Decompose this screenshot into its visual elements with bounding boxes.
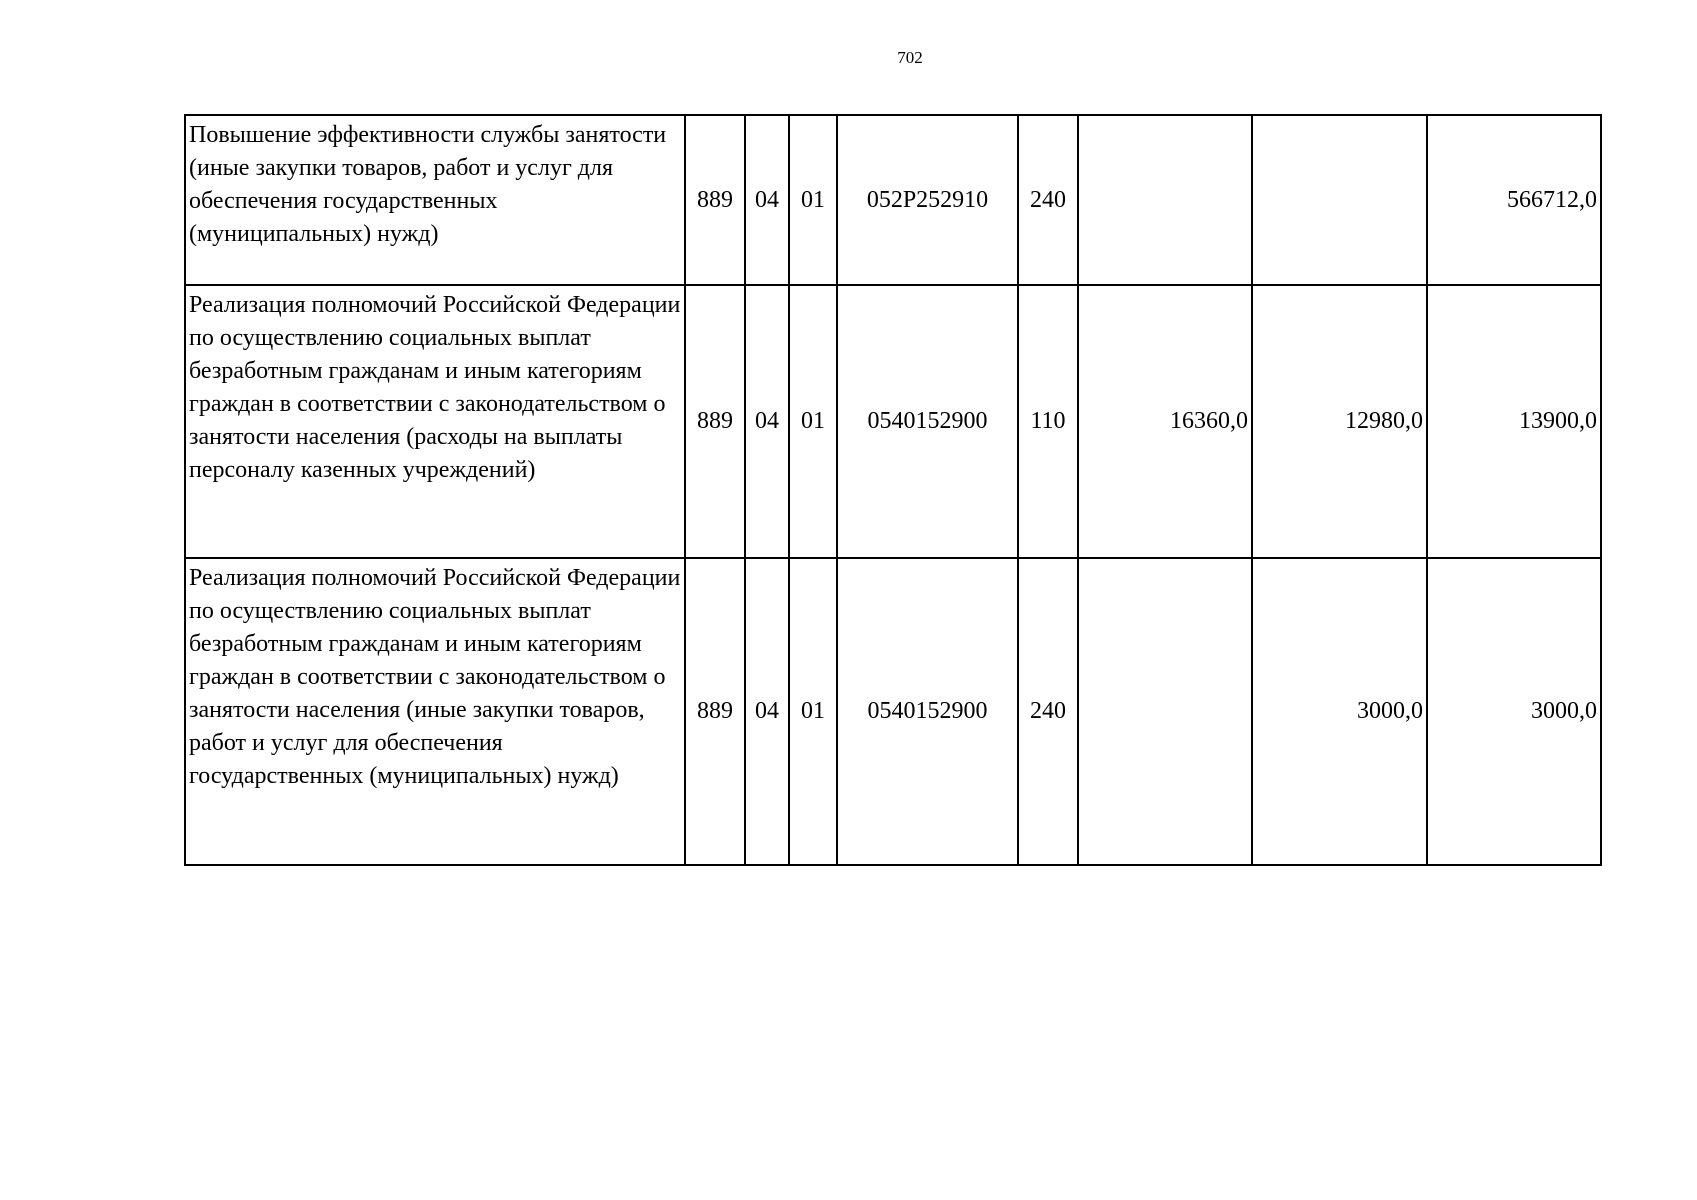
expense-type-code: 240 — [1018, 115, 1078, 285]
table-row — [185, 285, 1601, 558]
budget-table — [184, 114, 1602, 866]
section-code: 04 — [745, 285, 789, 558]
expense-type-code: 240 — [1018, 558, 1078, 865]
amount-2 — [1252, 115, 1427, 285]
subsection-code: 01 — [789, 115, 837, 285]
amount-2: 3000,0 — [1252, 558, 1427, 865]
subsection-code: 01 — [789, 285, 837, 558]
table-row — [185, 115, 1601, 285]
amount-3: 566712,0 — [1427, 115, 1601, 285]
amount-1 — [1078, 115, 1252, 285]
amount-1 — [1078, 558, 1252, 865]
section-code: 04 — [745, 558, 789, 865]
amount-3: 3000,0 — [1427, 558, 1601, 865]
target-article-code: 0540152900 — [837, 285, 1018, 558]
row-description: Реализация полномочий Российской Федерации по осуществлению социальных выплат безработным гражданам и иным категориям граждан в соответствии с законодательством о занятости населения (расходы на выплаты персоналу казенных учреждений) — [185, 285, 685, 558]
ministry-code: 889 — [685, 558, 745, 865]
row-description: Реализация полномочий Российской Федерации по осуществлению социальных выплат безработным гражданам и иным категориям граждан в соответствии с законодательством о занятости населения (иные закупки товаров, работ и услуг для обеспечения государственных (муниципальных) нужд) — [185, 558, 685, 865]
amount-2: 12980,0 — [1252, 285, 1427, 558]
amount-1: 16360,0 — [1078, 285, 1252, 558]
subsection-code: 01 — [789, 558, 837, 865]
target-article-code: 052P252910 — [837, 115, 1018, 285]
row-description: Повышение эффективности службы занятости (иные закупки товаров, работ и услуг для обеспечения государственных (муниципальных) нужд) — [185, 115, 685, 285]
page-number: 702 — [897, 48, 923, 67]
target-article-code: 0540152900 — [837, 558, 1018, 865]
section-code: 04 — [745, 115, 789, 285]
expense-type-code: 110 — [1018, 285, 1078, 558]
ministry-code: 889 — [685, 115, 745, 285]
table-row — [185, 558, 1601, 865]
ministry-code: 889 — [685, 285, 745, 558]
amount-3: 13900,0 — [1427, 285, 1601, 558]
